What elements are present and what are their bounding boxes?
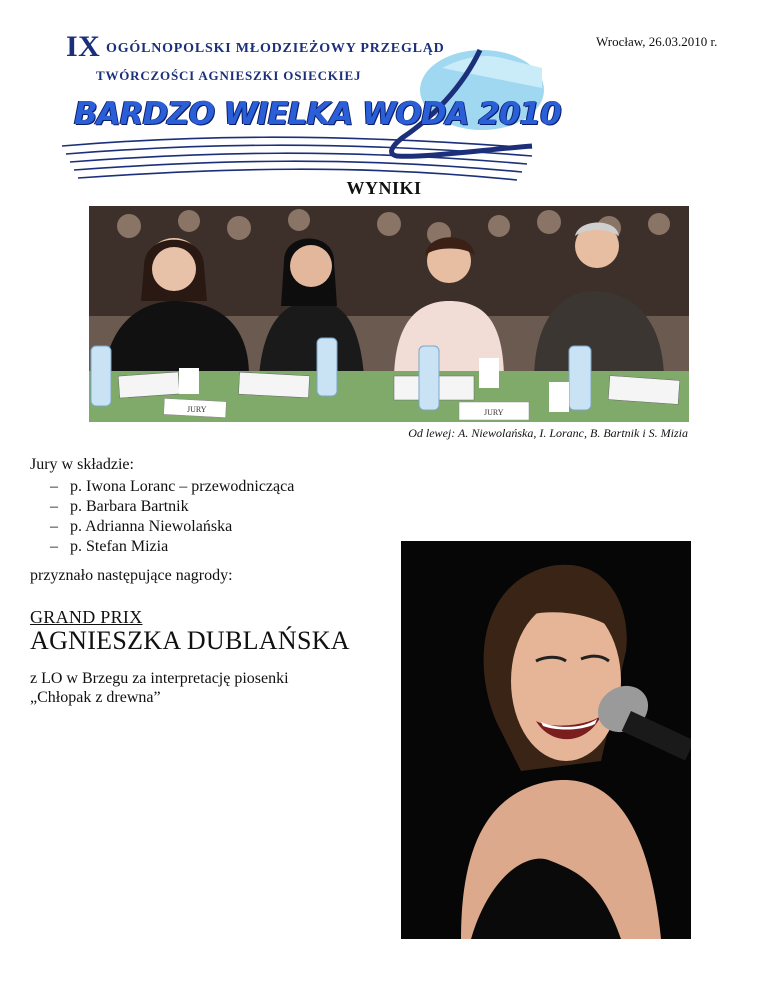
header-line-2: TWÓRCZOŚCI AGNIESZKI OSIECKIEJ	[96, 68, 362, 83]
list-dash: –	[50, 498, 58, 515]
winner-photo	[401, 541, 691, 939]
jury-photo	[89, 206, 689, 422]
awarded-text: przyznało następujące nagrody:	[30, 567, 233, 584]
jury-list	[50, 477, 294, 557]
jury-member: p. Iwona Loranc – przewodnicząca	[70, 478, 295, 495]
results-heading: WYNIKI	[346, 178, 422, 198]
list-dash: –	[50, 518, 58, 535]
date-line: Wrocław, 26.03.2010 r.	[596, 34, 718, 49]
list-item	[50, 517, 294, 537]
header-roman-numeral: IX	[66, 30, 101, 63]
prize-title: GRAND PRIX	[30, 607, 143, 627]
header-line-1: OGÓLNOPOLSKI MŁODZIEŻOWY PRZEGLĄD	[106, 41, 445, 56]
list-dash: –	[50, 538, 58, 555]
list-item	[50, 537, 294, 557]
festival-name: BARDZO WIELKA WODA 2010	[74, 96, 561, 132]
photo-caption: Od lewej: A. Niewolańska, I. Loranc, B. Bartnik i S. Mizia	[408, 426, 688, 440]
jury-member: p. Barbara Bartnik	[70, 498, 189, 515]
list-item	[50, 477, 294, 497]
list-item	[50, 497, 294, 517]
winner-description-line-2: „Chłopak z drewna”	[30, 689, 161, 706]
jury-member: p. Adrianna Niewolańska	[70, 518, 233, 535]
jury-member: p. Stefan Mizia	[70, 538, 169, 555]
list-dash: –	[50, 478, 58, 495]
jury-card-2: JURY	[484, 408, 504, 417]
jury-intro: Jury w składzie:	[30, 456, 134, 473]
jury-card-1: JURY	[187, 405, 207, 414]
winner-description-line-1: z LO w Brzegu za interpretację piosenki	[30, 670, 289, 687]
logo-staff-lines	[62, 137, 532, 180]
winner-name: AGNIESZKA DUBLAŃSKA	[30, 626, 350, 655]
